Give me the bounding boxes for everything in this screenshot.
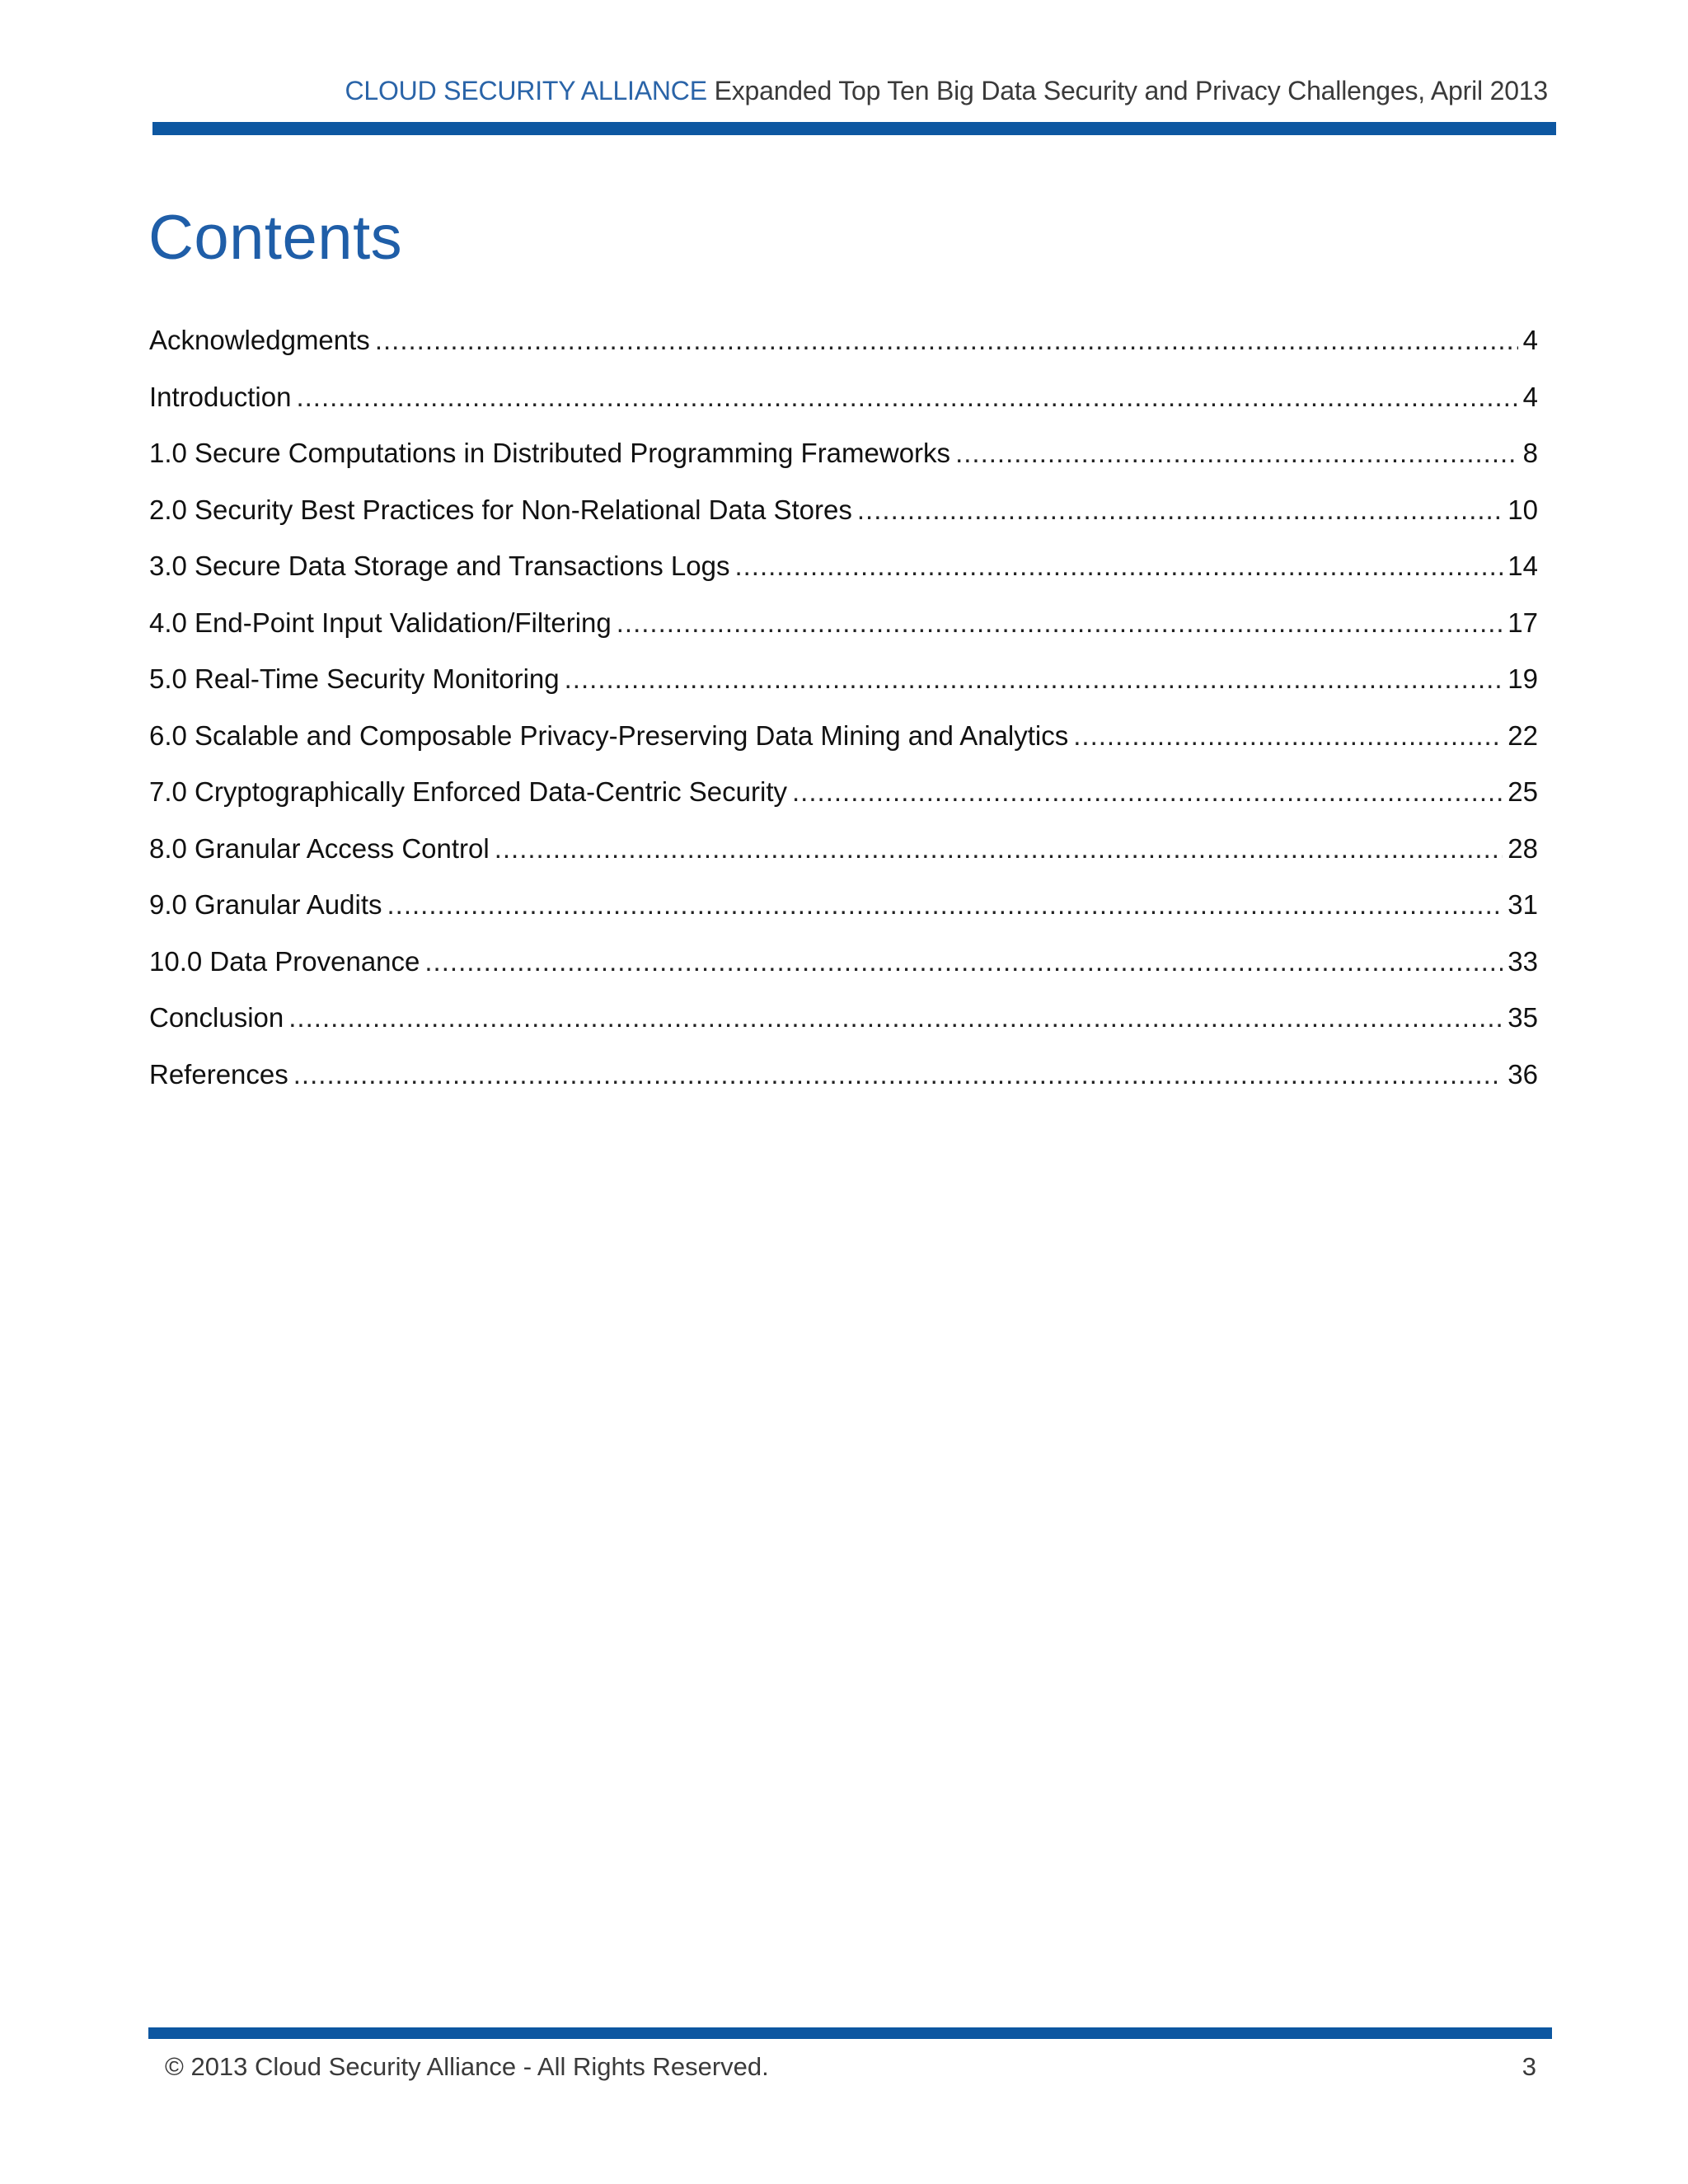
page-title: Contents <box>148 203 403 273</box>
toc-entry-section-3[interactable] <box>149 551 1538 607</box>
toc-entry-conclusion[interactable] <box>149 1002 1538 1059</box>
toc-entry-page: 14 <box>1507 551 1538 581</box>
toc-entry-page: 19 <box>1507 663 1538 694</box>
toc-entry-title: 1.0 Secure Computations in Distributed Programming Frameworks <box>149 438 951 468</box>
toc-dot-leader <box>387 889 1503 921</box>
toc-entry-page: 36 <box>1507 1058 1538 1090</box>
toc-dot-leader <box>734 551 1503 582</box>
toc-entry-title: 6.0 Scalable and Composable Privacy-Preserving Data Mining and Analytics <box>149 719 1069 751</box>
toc-entry-section-7[interactable] <box>149 776 1538 833</box>
footer-page-number: 3 <box>1522 2052 1536 2081</box>
toc-dot-leader <box>857 494 1503 526</box>
toc-dot-leader <box>288 1002 1503 1033</box>
toc-entry-title: Conclusion <box>149 1002 284 1033</box>
toc-entry-section-5[interactable] <box>149 663 1538 720</box>
table-of-contents <box>149 325 1538 1115</box>
toc-entry-page: 4 <box>1522 381 1538 412</box>
toc-entry-acknowledgments[interactable] <box>149 325 1538 382</box>
toc-entry-section-1[interactable] <box>149 438 1538 494</box>
toc-entry-page: 33 <box>1507 945 1538 977</box>
header-rule <box>152 122 1556 135</box>
toc-dot-leader <box>792 776 1503 808</box>
footer-copyright: © 2013 Cloud Security Alliance - All Rights Reserved. <box>165 2052 769 2081</box>
toc-dot-leader <box>375 325 1518 356</box>
toc-entry-page: 31 <box>1507 889 1538 920</box>
toc-entry-section-10[interactable] <box>149 946 1538 1003</box>
toc-entry-section-6[interactable] <box>149 720 1538 777</box>
header-document-title: Expanded Top Ten Big Data Security and Privacy Challenges, April 2013 <box>714 76 1548 105</box>
toc-entry-title: 5.0 Real-Time Security Monitoring <box>149 663 560 694</box>
toc-entry-title: 3.0 Secure Data Storage and Transactions Logs <box>149 551 730 581</box>
toc-entry-page: 25 <box>1507 776 1538 807</box>
toc-entry-page: 28 <box>1507 832 1538 864</box>
toc-dot-leader <box>565 663 1503 695</box>
toc-entry-page: 22 <box>1507 719 1538 751</box>
toc-dot-leader <box>293 1059 1503 1090</box>
toc-entry-title: 7.0 Cryptographically Enforced Data-Centric Security <box>149 776 788 807</box>
toc-entry-title: Introduction <box>149 381 292 412</box>
toc-entry-page: 10 <box>1507 494 1538 525</box>
running-header <box>345 76 1548 106</box>
toc-dot-leader <box>1073 720 1503 752</box>
toc-entry-title: 2.0 Security Best Practices for Non-Relational Data Stores <box>149 494 852 525</box>
toc-entry-page: 8 <box>1522 438 1538 468</box>
toc-entry-section-9[interactable] <box>149 889 1538 946</box>
toc-entry-title: Acknowledgments <box>149 325 370 355</box>
toc-entry-title: 10.0 Data Provenance <box>149 945 420 977</box>
toc-entry-section-4[interactable] <box>149 607 1538 664</box>
toc-entry-references[interactable] <box>149 1059 1538 1116</box>
toc-entry-title: 4.0 End-Point Input Validation/Filtering <box>149 607 612 638</box>
toc-entry-introduction[interactable] <box>149 382 1538 438</box>
toc-entry-title: 8.0 Granular Access Control <box>149 832 490 864</box>
toc-entry-section-8[interactable] <box>149 833 1538 890</box>
toc-entry-page: 35 <box>1507 1002 1538 1033</box>
header-organization: CLOUD SECURITY ALLIANCE <box>345 76 707 105</box>
toc-dot-leader <box>955 438 1518 469</box>
toc-dot-leader <box>424 946 1503 977</box>
footer-rule <box>148 2027 1552 2039</box>
toc-dot-leader <box>617 607 1503 639</box>
toc-entry-page: 4 <box>1522 325 1538 355</box>
toc-dot-leader <box>495 833 1503 865</box>
toc-entry-page: 17 <box>1507 607 1538 638</box>
toc-entry-title: 9.0 Granular Audits <box>149 889 382 920</box>
toc-entry-section-2[interactable] <box>149 494 1538 551</box>
toc-dot-leader <box>296 382 1517 413</box>
toc-entry-title: References <box>149 1058 288 1090</box>
